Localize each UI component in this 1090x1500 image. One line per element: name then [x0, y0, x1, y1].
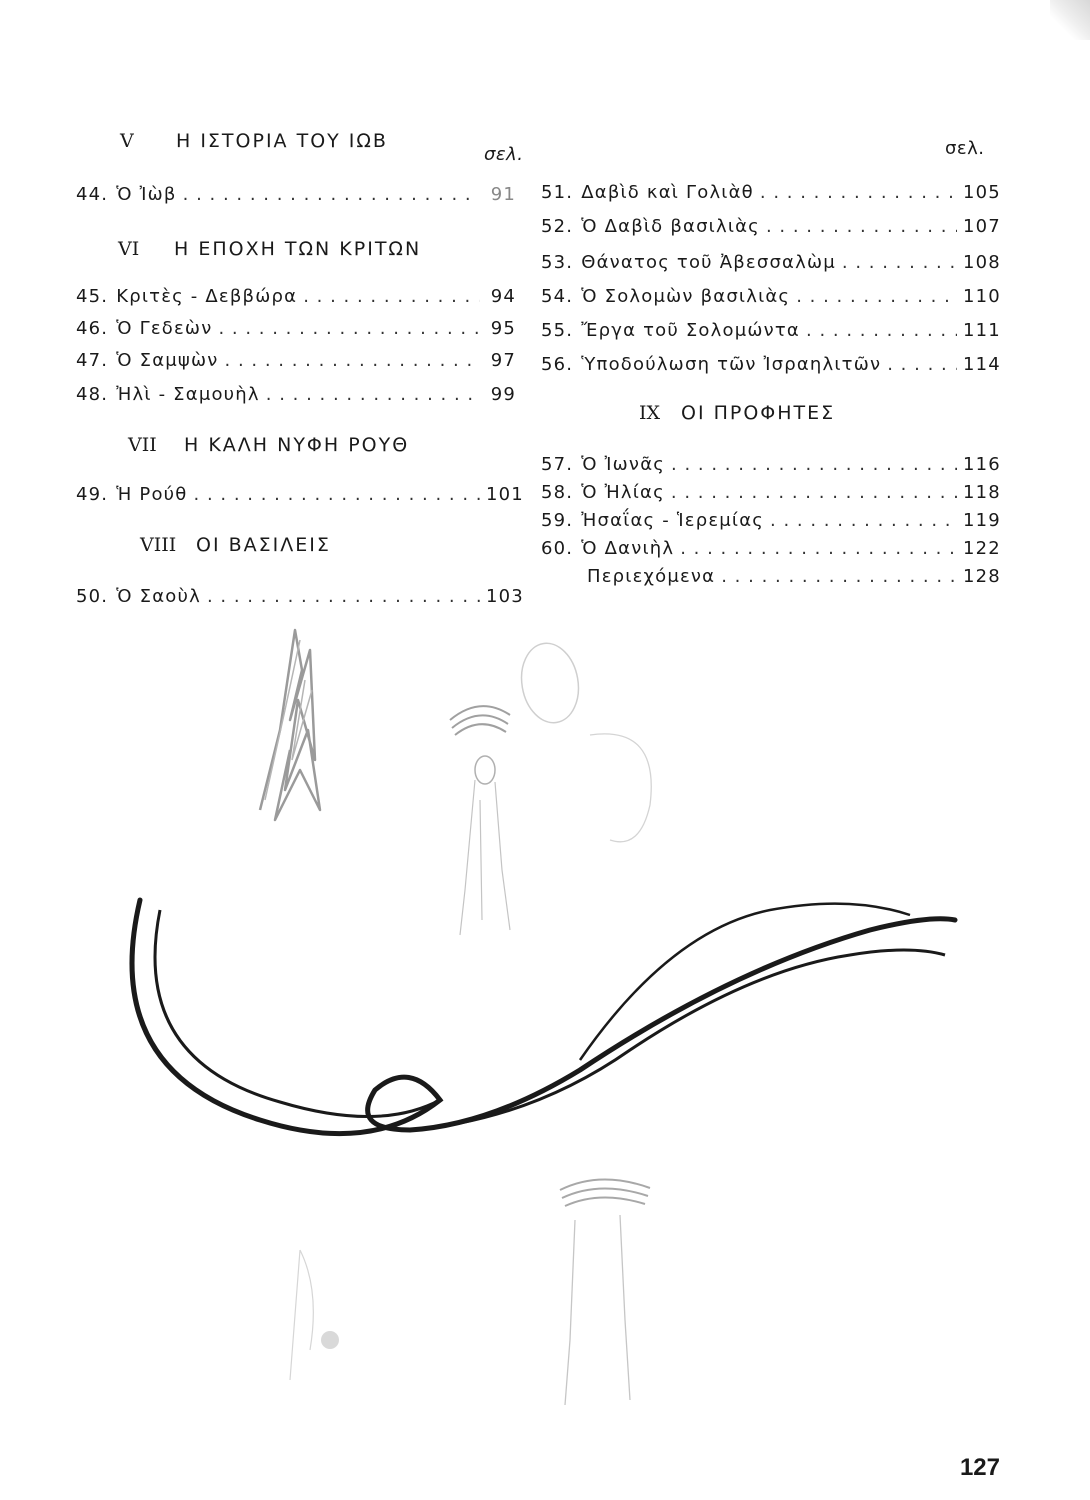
- entry-page: 91: [490, 184, 516, 205]
- entry-page: 94: [490, 286, 516, 307]
- toc-entry-56[interactable]: [541, 354, 1001, 375]
- section-title: Η ΚΑΛΗ ΝΥΦΗ ΡΟΥΘ: [184, 434, 410, 456]
- section-title: ΟΙ ΠΡΟΦΗΤΕΣ: [681, 402, 836, 424]
- pencil-oval-sketch: [520, 635, 670, 855]
- leader-dots: [680, 538, 957, 559]
- calligraphic-flourish-ornament: [110, 870, 970, 1170]
- leader-dots: [766, 216, 957, 237]
- entry-page: 101: [486, 484, 524, 505]
- leader-dots: [842, 252, 957, 273]
- toc-entry-55[interactable]: [541, 320, 1001, 341]
- leader-dots: [183, 184, 480, 205]
- section-heading-v: [120, 130, 388, 152]
- section-roman: V: [120, 130, 134, 152]
- pencil-figure-sketch-lower: [540, 1160, 670, 1410]
- leader-dots: [721, 566, 957, 587]
- page-number: 127: [959, 1454, 1000, 1481]
- section-roman: VIII: [140, 534, 177, 556]
- entry-title: Ὁ Σολομὼν βασιλιὰς: [581, 286, 791, 307]
- toc-entry-45[interactable]: [76, 286, 516, 307]
- entry-number: 51.: [541, 182, 574, 203]
- entry-title: Δαβὶδ καὶ Γολιὰθ: [581, 182, 754, 203]
- pencil-scribble-sketch: [240, 610, 350, 850]
- leader-dots: [887, 354, 957, 375]
- toc-entry-59[interactable]: [541, 510, 1001, 531]
- page-column-label-left: σελ.: [484, 144, 524, 165]
- entry-page: 111: [963, 320, 1001, 341]
- entry-page: 122: [963, 538, 1001, 559]
- section-title: Η ΕΠΟΧΗ ΤΩΝ ΚΡΙΤΩΝ: [174, 238, 422, 260]
- section-roman: IX: [639, 402, 661, 424]
- entry-title: Ὁ Δαβὶδ βασιλιὰς: [581, 216, 760, 237]
- leader-dots: [760, 182, 957, 203]
- entry-title: Ἠλὶ - Σαμουὴλ: [116, 384, 260, 405]
- entry-number: 46.: [76, 318, 109, 339]
- section-title: Η ΙΣΤΟΡΙΑ ΤΟΥ ΙΩΒ: [176, 130, 388, 152]
- section-roman: VII: [128, 434, 157, 456]
- leader-dots: [303, 286, 480, 307]
- entry-page: 118: [963, 482, 1001, 503]
- entry-number: 55.: [541, 320, 574, 341]
- leader-dots: [796, 286, 957, 307]
- entry-number: 57.: [541, 454, 574, 475]
- entry-page: 128: [963, 566, 1001, 587]
- entry-page: 99: [490, 384, 516, 405]
- entry-number: 54.: [541, 286, 574, 307]
- leader-dots: [806, 320, 957, 341]
- entry-number: 48.: [76, 384, 109, 405]
- entry-number: 44.: [76, 184, 109, 205]
- section-title: ΟΙ ΒΑΣΙΛΕΙΣ: [196, 534, 331, 556]
- leader-dots: [194, 484, 481, 505]
- section-heading-vi: [118, 238, 421, 260]
- toc-entry-54[interactable]: [541, 286, 1001, 307]
- entry-number: 45.: [76, 286, 109, 307]
- toc-entry-44[interactable]: [76, 184, 516, 205]
- toc-entry-contents[interactable]: [587, 566, 1001, 587]
- entry-page: 103: [486, 586, 524, 607]
- entry-title: Ὁ Γεδεὼν: [116, 318, 213, 339]
- entry-page: 110: [963, 286, 1001, 307]
- entry-page: 116: [963, 454, 1001, 475]
- leader-dots: [770, 510, 957, 531]
- toc-entry-46[interactable]: [76, 318, 516, 339]
- toc-entry-60[interactable]: [541, 538, 1001, 559]
- leader-dots: [207, 586, 480, 607]
- toc-entry-48[interactable]: [76, 384, 516, 405]
- entry-number: 58.: [541, 482, 574, 503]
- pencil-faint-sketch: [260, 1230, 370, 1430]
- toc-entry-58[interactable]: [541, 482, 1001, 503]
- entry-number: 49.: [76, 484, 109, 505]
- leader-dots: [266, 384, 480, 405]
- entry-title: Ὁ Σαοὺλ: [116, 586, 201, 607]
- entry-number: 53.: [541, 252, 574, 273]
- entry-title: Ἠσαΐας - Ἱερεμίας: [581, 510, 765, 531]
- entry-page: 95: [490, 318, 516, 339]
- entry-title: Ὁ Δανιὴλ: [581, 538, 675, 559]
- entry-number: 60.: [541, 538, 574, 559]
- entry-title: Ἔργα τοῦ Σολομώντα: [581, 320, 800, 341]
- entry-number: 50.: [76, 586, 109, 607]
- toc-entry-53[interactable]: [541, 252, 1001, 273]
- toc-entry-52[interactable]: [541, 216, 1001, 237]
- toc-entry-51[interactable]: [541, 182, 1001, 203]
- leader-dots: [671, 482, 957, 503]
- entry-title: Ὁ Ἰὼβ: [116, 184, 177, 205]
- entry-title: Ὁ Ἠλίας: [581, 482, 665, 503]
- entry-title: Ὑποδούλωση τῶν Ἰσραηλιτῶν: [581, 354, 882, 375]
- entry-number: 59.: [541, 510, 574, 531]
- entry-page: 114: [963, 354, 1001, 375]
- toc-entry-57[interactable]: [541, 454, 1001, 475]
- entry-number: 56.: [541, 354, 574, 375]
- entry-number: 47.: [76, 350, 109, 371]
- entry-title: Ὁ Ἰωνᾶς: [581, 454, 666, 475]
- entry-page: 105: [963, 182, 1001, 203]
- entry-title: Ἡ Ρούθ: [116, 484, 188, 505]
- page-corner-fold: [1050, 0, 1090, 40]
- section-heading-vii: [128, 434, 409, 456]
- entry-title: Περιεχόμενα: [587, 566, 716, 587]
- entry-title: Κριτὲς - Δεββώρα: [116, 286, 298, 307]
- entry-page: 119: [963, 510, 1001, 531]
- section-heading-viii: [140, 534, 331, 556]
- entry-page: 108: [963, 252, 1001, 273]
- toc-entry-47[interactable]: [76, 350, 516, 371]
- entry-page: 97: [490, 350, 516, 371]
- leader-dots: [671, 454, 957, 475]
- toc-entry-49[interactable]: [76, 484, 524, 505]
- page-column-label-right: σελ.: [945, 138, 985, 159]
- entry-title: Θάνατος τοῦ Ἀβεσσαλὼμ: [581, 252, 836, 273]
- section-roman: VI: [118, 238, 140, 260]
- entry-page: 107: [963, 216, 1001, 237]
- section-heading-ix: [639, 402, 835, 424]
- entry-title: Ὁ Σαμψὼν: [116, 350, 219, 371]
- entry-number: 52.: [541, 216, 574, 237]
- toc-entry-50[interactable]: [76, 586, 524, 607]
- leader-dots: [218, 318, 480, 339]
- leader-dots: [225, 350, 480, 371]
